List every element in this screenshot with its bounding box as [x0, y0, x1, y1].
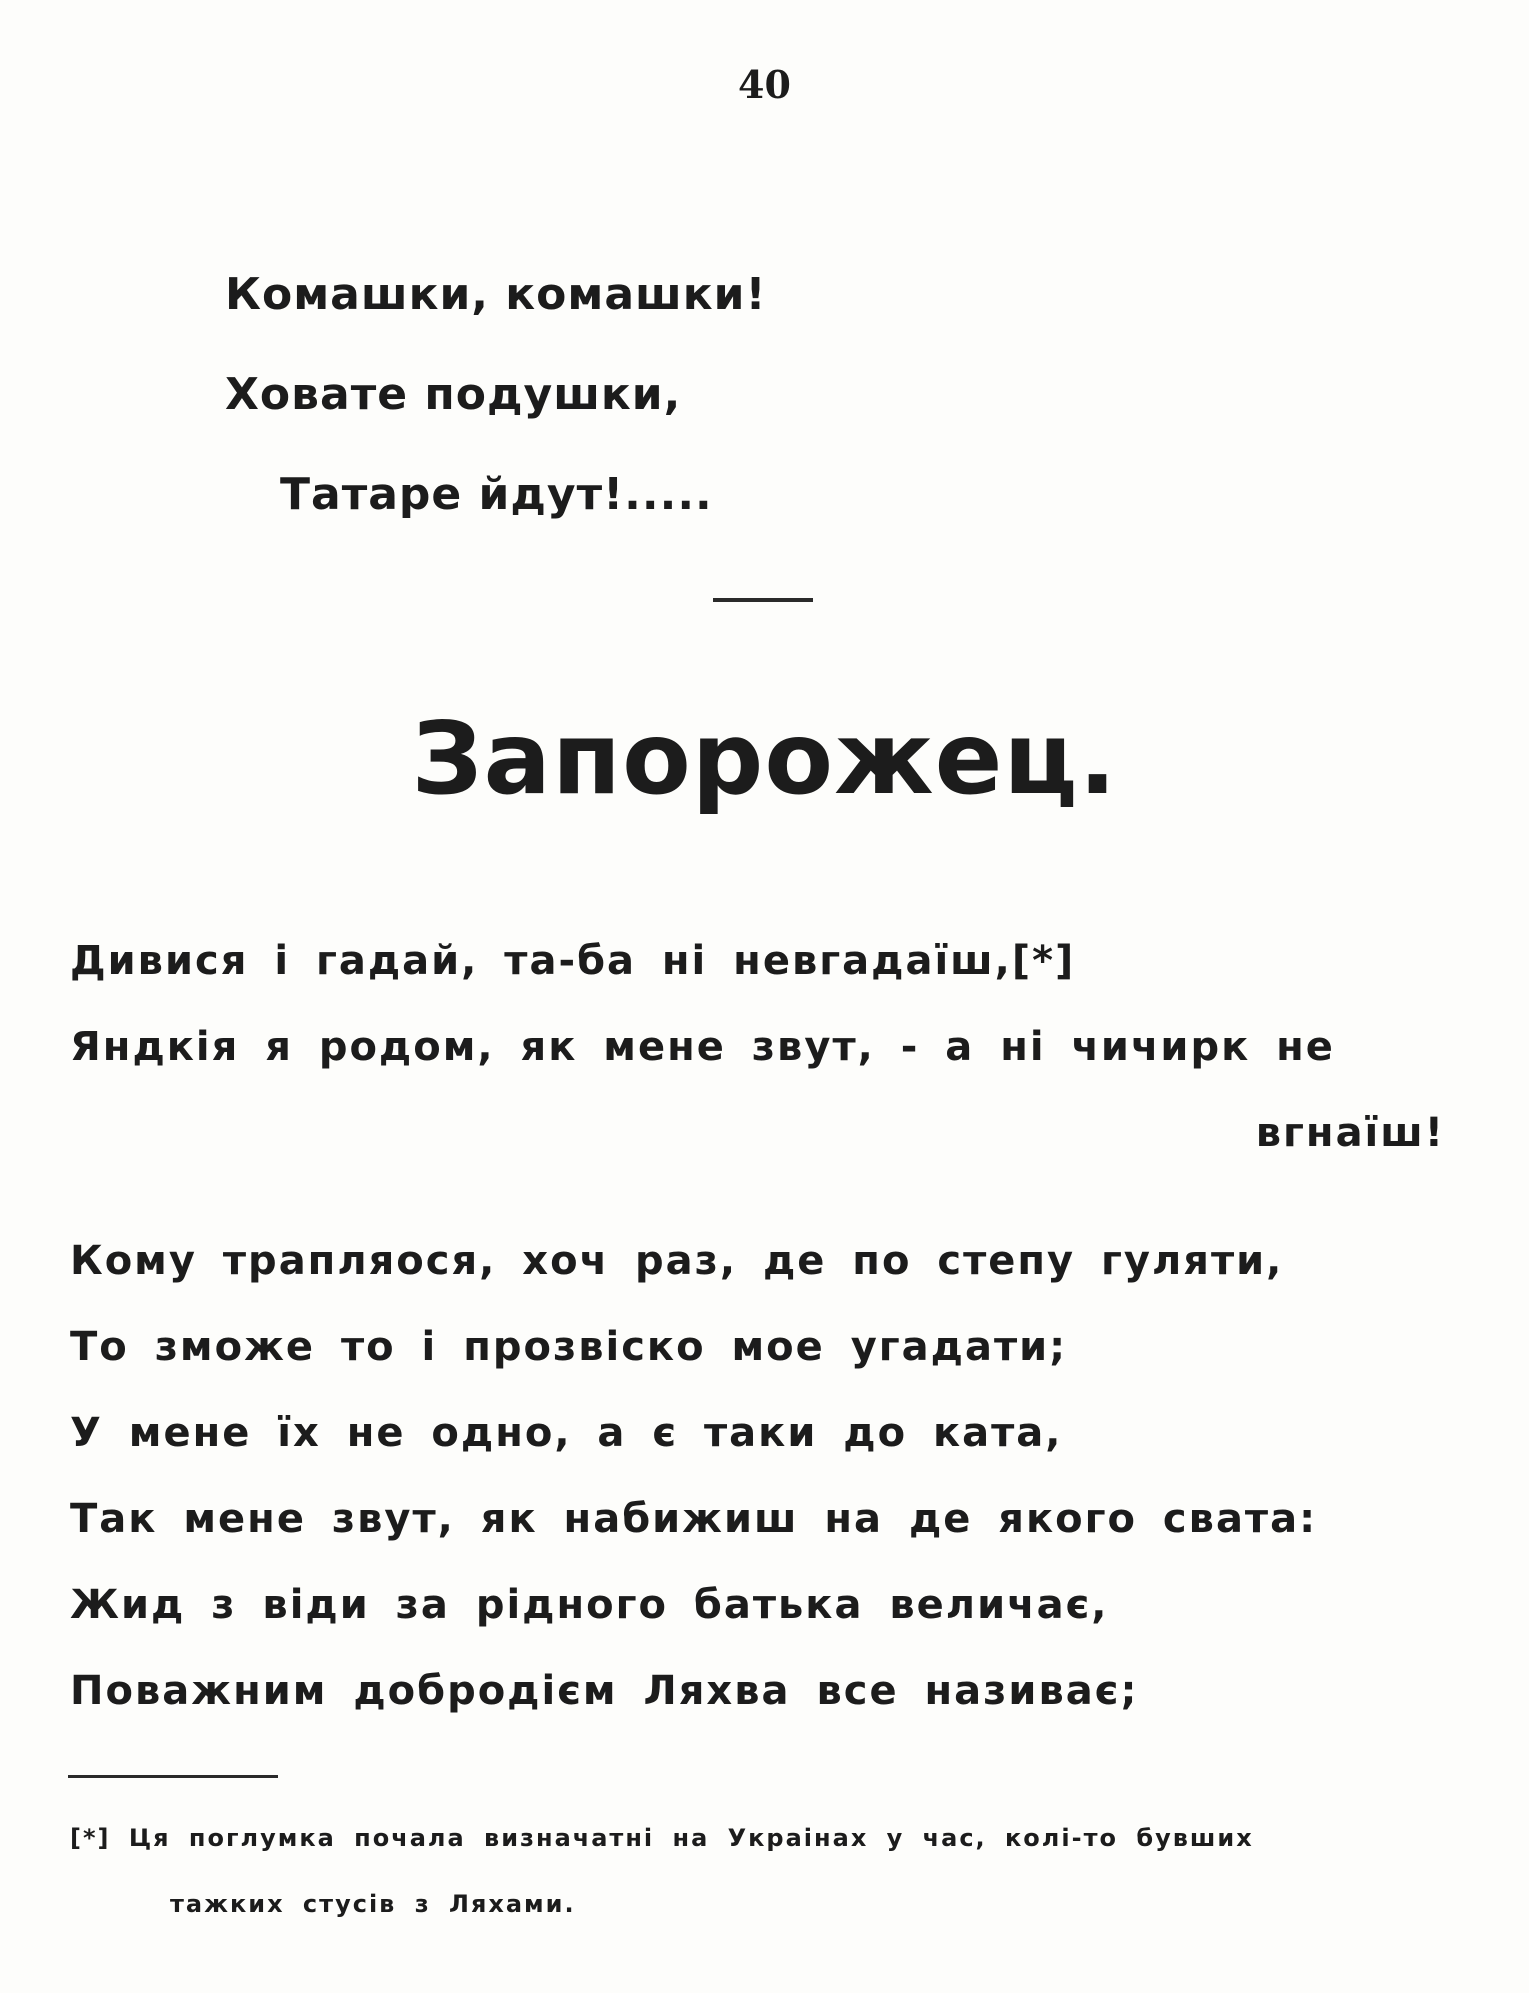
footnote — [70, 1805, 1470, 1937]
footnote-line: тажких стусів з Ляхами. — [170, 1890, 576, 1918]
poem-line: Яндкія я родом, як мене звут, - а ні чичирк не — [70, 1024, 1335, 1070]
poem-line-continuation: вгнаїш! — [1255, 1110, 1445, 1156]
footnote-rule — [68, 1775, 278, 1778]
section-divider — [713, 598, 813, 602]
poem-line: То зможе то і прозвіско мое угадати; — [70, 1324, 1068, 1370]
footnote-line: [*] Ця поглумка почала визначатні на Украінах у час, колі-то бувших — [70, 1824, 1254, 1852]
poem-line: Дивися і гадай, та-ба ні невгадаїш,[*] — [70, 938, 1076, 984]
epigraph-line: Ховате подушки, — [225, 369, 682, 420]
epigraph-line: Комашки, комашки! — [225, 269, 767, 320]
epigraph — [225, 245, 767, 545]
poem-line: У мене їх не одно, а є таки до ката, — [70, 1410, 1063, 1456]
poem-title: Запорожец. — [411, 700, 1118, 817]
page-number: 40 — [738, 62, 791, 107]
epigraph-line: Татаре йдут!..... — [280, 469, 713, 520]
poem-body — [70, 918, 1460, 1734]
poem-line: Поважним добродієм Ляхва все називає; — [70, 1668, 1139, 1714]
poem-line: Жид з віди за рідного батька величає, — [70, 1582, 1109, 1628]
poem-line: Кому трапляося, хоч раз, де по степу гуляти, — [70, 1238, 1284, 1284]
poem-line: Так мене звут, як набижиш на де якого свата: — [70, 1496, 1318, 1542]
